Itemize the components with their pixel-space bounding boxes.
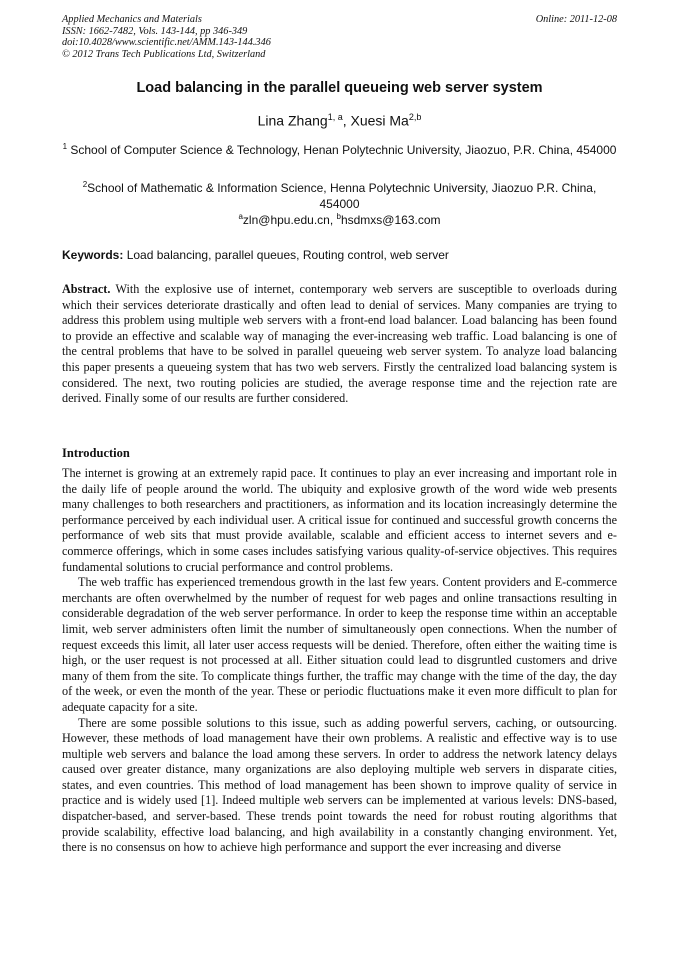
email-marker: a [238, 212, 243, 221]
copyright-line: © 2012 Trans Tech Publications Ltd, Switzerland [62, 48, 266, 60]
keywords-label: Keywords: [62, 248, 124, 262]
author-superscript: 2,b [408, 112, 422, 122]
author-name: Xuesi Ma [350, 112, 409, 129]
paragraph: The web traffic has experienced tremendous growth in the last few years. Content providers and E-commerce merchants are often overwhelmed by the number of request for web pages and online transactions resulting in considerable degradation of the web server performance. In order to keep the response time within an acceptable limit, web server administers often limit the number of simultaneously open connections. When the number of request exceeds this limit, all later user access requests will be denied. Therefore, often either the waiting time is high, or the user request is not processed at all. Either situation could lead to disgruntled customers and drive many of them from the site. To complicate things further, the traffic may change with the time of the day, the day of the week, or even the month of the year. These or periodic fluctuations make it even more difficult to plan for adequate capacity for a site. [62, 575, 617, 714]
author-list [62, 112, 617, 129]
affiliation-1 [62, 139, 617, 159]
section-heading-introduction: Introduction [62, 446, 130, 460]
online-date: Online: 2011-12-08 [535, 14, 617, 25]
email-link[interactable]: hsdmxs@163.com [340, 213, 441, 227]
affiliation-marker: 1 [62, 142, 68, 151]
author-superscript: 1, a [327, 112, 343, 122]
doi-line: doi:10.4028/www.scientific.net/AMM.143-144.346 [62, 37, 271, 49]
email-link[interactable]: zln@hpu.edu.cn, [242, 213, 337, 227]
author-emails [62, 212, 617, 227]
keywords-text: Load balancing, parallel queues, Routing control, web server [123, 248, 449, 262]
paper-title: Load balancing in the parallel queueing web server system [136, 80, 543, 96]
author-separator: , [342, 112, 351, 129]
journal-name: Applied Mechanics and Materials [62, 14, 202, 25]
abstract [62, 282, 617, 407]
abstract-text: With the explosive use of internet, contemporary web servers are susceptible to overloads during which their services deteriorate drastically and often lead to denial of services. Many companies are trying to address this problem using multiple web servers with a front-end load balancer. Load balancing has been found to provide an effective and scalable way of managing the ever-increasing web traffic. Load balancing is one of the central problems that have to be solved in parallel queueing web server system. To analyze load balancing this paper presents a queueing system that has two web servers. Firstly the centralized load balancing system is considered. The next, two routing policies are studied, the average response time and the rejection rate are derived. Finally some of our results are further considered. [62, 282, 617, 406]
affiliation-2 [62, 177, 617, 212]
author-name: Lina Zhang [257, 112, 328, 129]
affiliation-text: School of Mathematic & Information Science, Henna Polytechnic University, Jiaozuo P.R. China, 454000 [87, 181, 597, 211]
paragraph: There are some possible solutions to this issue, such as adding powerful servers, caching, or outsourcing. However, these methods of load management have their own problems. A realistic and effective way is to use multiple web servers and balance the load among these servers. In order to address the network latency delays caused over greater distance, many organizations are also deploying multiple web servers in disparate cities, states, and even countries. This method of load management has been shown to improve quality of service in practice and is widely used [1]. Indeed multiple web servers can be implemented at various levels: DNS-based, dispatcher-based, and server-based. These trends point towards the need for robust routing algorithms that provide scalability, effective load balancing, and high availability in a constantly changing environment. Yet, there is no consensus on how to achieve high performance and support the ever increasing and diverse [62, 715, 617, 855]
keywords [62, 248, 617, 262]
email-marker: b [336, 212, 341, 221]
journal-header [62, 14, 617, 60]
affiliation-text: School of Computer Science & Technology, Henan Polytechnic University, Jiaozuo, P.R. China, 454000 [67, 143, 617, 157]
affiliation-marker: 2 [82, 180, 88, 189]
issn-line: ISSN: 1662-7482, Vols. 143-144, pp 346-349 [62, 25, 248, 37]
paragraph: The internet is growing at an extremely rapid pace. It continues to play an ever increasing and important role in the daily life of people around the world. The ubiquity and explosive growth of the word wide web presents many challenges to both researchers and practitioners, as information and its location increasingly determine the performance perceived by each individual user. A critical issue for continued and successful growth concerns the performance of web sits that must provide available, scalable and efficient access to internet severs and e-commerce offerings, which in some cases includes satisfying various quality-of-service objectives. This requires fundamental solutions to crucial performance and control problems. [62, 466, 617, 574]
abstract-label: Abstract. [62, 282, 111, 296]
introduction-body [62, 466, 617, 856]
